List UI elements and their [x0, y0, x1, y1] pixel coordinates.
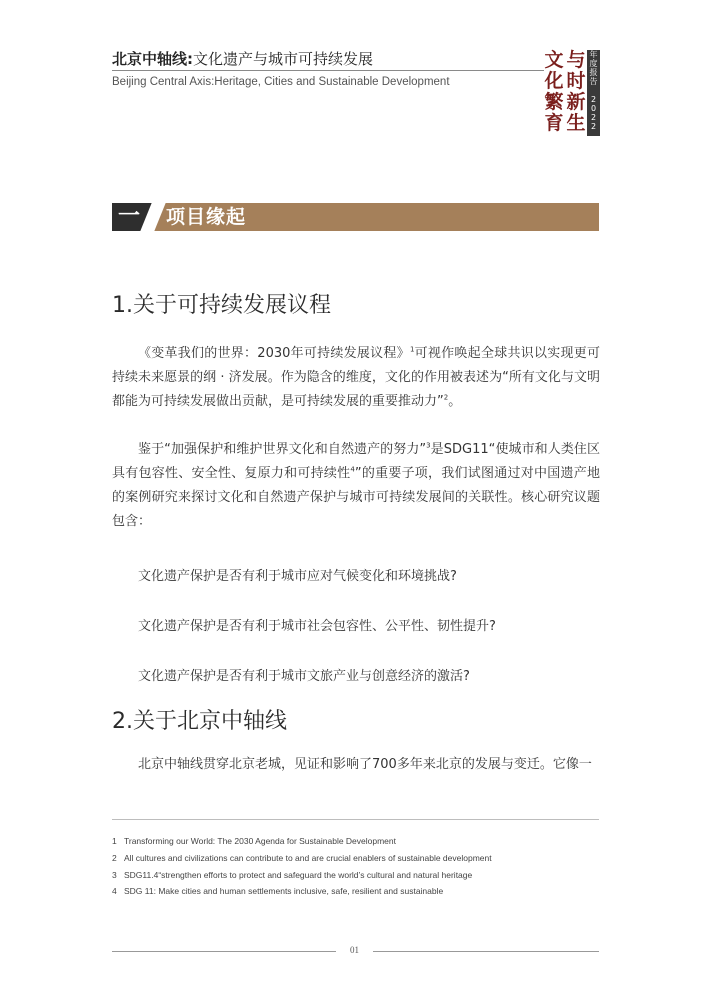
footnote-ref-1[interactable]: 1: [409, 345, 415, 354]
page-number-rule-right: [373, 951, 599, 952]
footnote-text: All cultures and civilizations can contribute to and are crucial enablers of sustainable development: [124, 853, 492, 863]
para1-text-b: 可视作唤起全球共识以实现更可持续未来愿景的纲 · 济发展。作为隐含的维度，文化的作用被表述为“所有文化与文明都能为可持续发展做出贡献，是可持续发展的重要推动力”: [112, 346, 600, 409]
footnote-number: 1: [112, 836, 117, 846]
section-number: 一: [118, 204, 141, 229]
logo-char: 与: [566, 49, 586, 71]
footnote: [112, 853, 492, 863]
logo-year-char: 0: [590, 104, 597, 113]
para2-text-b: 是SDG11“使城市和人类住区具有包容性、安全性、复原力和可持续性: [112, 442, 600, 481]
header-title-bold: 北京中轴线:: [112, 50, 193, 68]
report-logo: [543, 50, 599, 136]
footnote-number: 2: [112, 853, 117, 863]
para2-text-c: ”的重要子项，我们试图通过对中国遗产地的案例研究来探讨文化和自然遗产保护与城市可持续发展间的关联性。核心研究议题包含：: [112, 466, 600, 529]
footnote-text: SDG 11: Make cities and human settlements inclusive, safe, resilient and sustainable: [124, 886, 444, 896]
page-number: 01: [350, 945, 359, 955]
logo-char: 育: [544, 112, 564, 134]
logo-year-char: 报: [589, 68, 598, 77]
running-header-subtitle: Beijing Central Axis:Heritage, Cities and Sustainable Development: [112, 76, 450, 88]
section-title: 项目缘起: [166, 206, 247, 228]
logo-year-char: 2: [590, 122, 597, 131]
logo-column-1: [543, 50, 565, 134]
header-rule: [112, 70, 544, 71]
footnote-ref-2[interactable]: 2: [443, 393, 449, 402]
logo-char: 新: [566, 91, 586, 113]
logo-char: 文: [544, 49, 564, 71]
footnote-text: SDG11.4“strengthen efforts to protect and safeguard the world’s cultural and natural heritage: [124, 870, 473, 880]
logo-char: 化: [544, 70, 564, 92]
footnote: [112, 886, 443, 896]
footnote: [112, 870, 472, 880]
logo-year-char: 2: [590, 95, 597, 104]
subsection-heading-1: 1.关于可持续发展议程: [112, 293, 331, 318]
para1-text-c: 。: [448, 394, 462, 409]
research-question: 文化遗产保护是否有利于城市应对气候变化和环境挑战?: [138, 569, 457, 584]
logo-year-label: [587, 50, 600, 131]
footnote: [112, 836, 396, 846]
section-heading-band: [112, 203, 599, 231]
logo-char: 时: [566, 70, 586, 92]
logo-year-strip: [587, 50, 600, 136]
logo-column-2: [565, 50, 587, 134]
footnote-rule: [112, 819, 599, 820]
footnote-ref-4[interactable]: 4: [350, 465, 355, 474]
logo-year-char: [587, 86, 600, 95]
logo-year-char: 年: [589, 50, 598, 59]
research-question: 文化遗产保护是否有利于城市文旅产业与创意经济的激活?: [138, 669, 470, 684]
page-number-rule-left: [112, 951, 336, 952]
logo-char: 生: [566, 112, 586, 134]
paragraph-central-axis: 北京中轴线贯穿北京老城，见证和影响了700多年来北京的发展与变迁。它像一: [138, 757, 592, 772]
logo-year-char: 度: [589, 59, 598, 68]
footnote-number: 4: [112, 886, 117, 896]
footnote-ref-3[interactable]: 3: [426, 441, 431, 450]
paragraph-agenda: [112, 342, 600, 414]
header-title-rest: 文化遗产与城市可持续发展: [193, 50, 374, 68]
footnote-number: 3: [112, 870, 117, 880]
subsection-heading-2: 2.关于北京中轴线: [112, 709, 287, 734]
running-header-title: [112, 48, 373, 69]
paragraph-sdg11: [112, 438, 600, 534]
logo-year-char: 告: [589, 77, 598, 86]
research-question: 文化遗产保护是否有利于城市社会包容性、公平性、韧性提升?: [138, 619, 496, 634]
para1-text-a: 《变革我们的世界：2030年可持续发展议程》: [138, 346, 410, 361]
logo-year-char: 2: [590, 113, 597, 122]
footnote-text: Transforming our World: The 2030 Agenda for Sustainable Development: [124, 836, 396, 846]
logo-char: 繁: [544, 91, 564, 113]
para2-text-a: 鉴于“加强保护和维护世界文化和自然遗产的努力”: [138, 442, 427, 457]
